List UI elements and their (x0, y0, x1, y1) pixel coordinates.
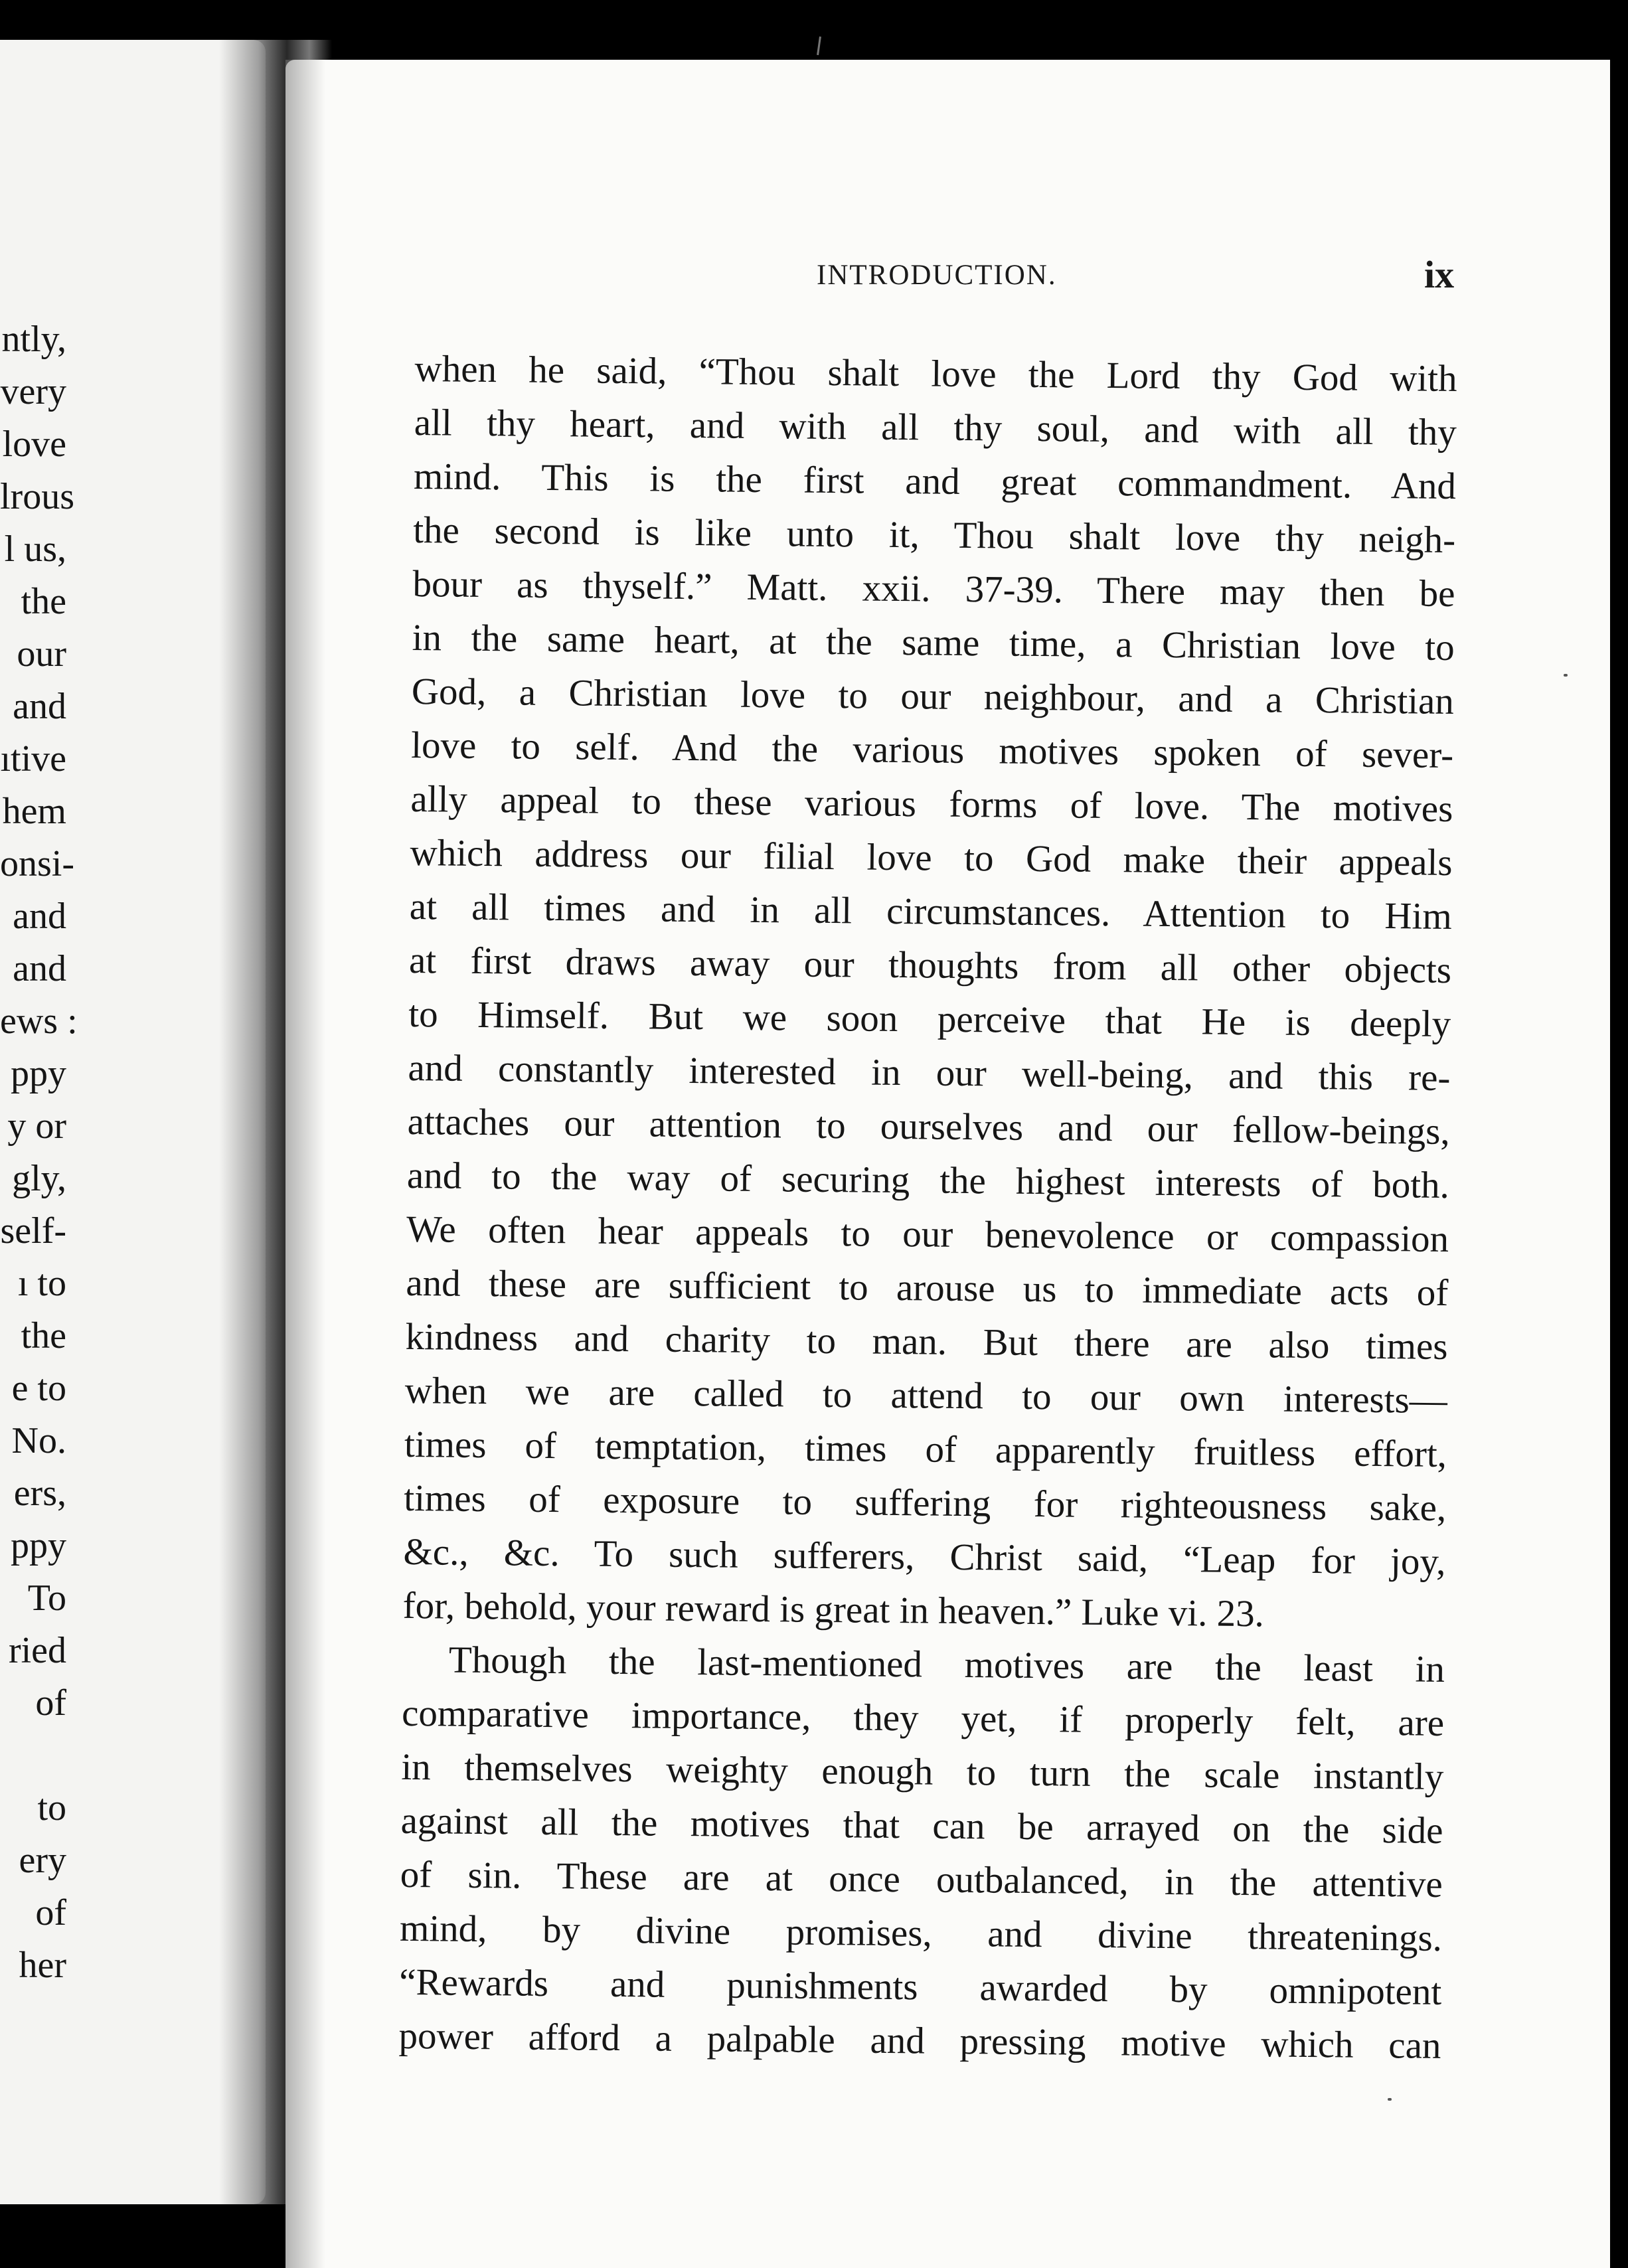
text-line: power afford a palpable and pressing motive which can (398, 2014, 1441, 2067)
previous-page-line: of (35, 1892, 66, 1933)
text-line: when he said, “Thou shalt love the Lord thy God with (414, 347, 1457, 400)
previous-page-line: gly, (12, 1158, 66, 1199)
previous-page-line: ppy (11, 1525, 66, 1566)
text-line: in the same heart, at the same time, a Christian love to (412, 616, 1455, 669)
previous-page-line (0, 1730, 66, 1782)
previous-page-line: the (21, 1315, 66, 1356)
previous-page-line: ews : (0, 1001, 78, 1042)
previous-page-line: and (13, 948, 66, 989)
previous-page-line: ried (8, 1630, 66, 1671)
text-line: which address our filial love to God make their appeals (410, 831, 1453, 884)
previous-page-line: her (19, 1945, 66, 1986)
text-line: bour as thyself.” Matt. xxii. 37-39. There may then be (412, 562, 1455, 615)
paper-speck (1388, 2098, 1392, 2101)
previous-page-line: ery (19, 1840, 66, 1881)
text-line: mind. This is the first and great commandment. And (413, 455, 1457, 508)
text-line: at all times and in all circumstances. Attention to Him (409, 885, 1453, 938)
previous-page-line: lrous (0, 476, 74, 517)
text-line: to Himself. But we soon perceive that He is deeply (408, 993, 1451, 1046)
previous-page-line: onsi- (0, 843, 74, 884)
main-page (285, 60, 1610, 2268)
previous-page-line: ı to (17, 1263, 66, 1304)
paper-speck (1564, 674, 1568, 677)
previous-page-line: ıtive (0, 738, 66, 779)
text-line: of sin. These are at once outbalanced, in the attentive (400, 1853, 1443, 1905)
text-line: in themselves weighty enough to turn the scale instantly (401, 1745, 1444, 1798)
previous-page-line: ntly, (1, 319, 66, 360)
text-line: We often hear appeals to our benevolence or compassion (406, 1208, 1449, 1261)
text-line: when we are called to attend to our own interests— (404, 1369, 1448, 1421)
body-text (398, 342, 1457, 2073)
text-line: kindness and charity to man. But there are also times (405, 1315, 1448, 1368)
text-line: times of temptation, times of apparently fruitless effort, (404, 1423, 1447, 1475)
text-line: against all the motives that can be arrayed on the side (400, 1799, 1443, 1852)
previous-page-line: ppy (11, 1053, 66, 1094)
text-line: “Rewards and punishments awarded by omnipotent (398, 1961, 1442, 2013)
previous-page-text (0, 313, 78, 1992)
previous-page-line: l us, (4, 528, 66, 570)
text-line: God, a Christian love to our neighbour, and a Christian (411, 670, 1455, 723)
text-line: and constantly interested in our well-being, and this re- (408, 1046, 1451, 1099)
previous-page-line: and (13, 686, 66, 727)
previous-page-line: e to (11, 1368, 66, 1409)
previous-page-line: our (17, 633, 66, 675)
text-line: and to the way of securing the highest interests of both. (406, 1154, 1450, 1207)
previous-page-line: the (21, 581, 66, 622)
previous-page-line: to (37, 1787, 66, 1828)
previous-page-line: self- (0, 1210, 66, 1252)
text-line: comparative importance, they yet, if properly felt, are (401, 1692, 1445, 1744)
previous-page-line: hem (2, 791, 66, 832)
text-line: attaches our attention to ourselves and our fellow-beings, (407, 1100, 1450, 1153)
text-line: all thy heart, and with all thy soul, and with all thy (414, 401, 1457, 454)
scan-mark (817, 37, 821, 55)
text-line: at first draws away our thoughts from all other objects (408, 939, 1452, 992)
previous-page-line: and (13, 896, 66, 937)
text-line: and these are sufficient to arouse us to immediate acts of (406, 1261, 1449, 1315)
previous-page-line: To (27, 1578, 66, 1619)
previous-page-line: of (35, 1682, 66, 1724)
text-line: ally appeal to these various forms of love. The motives (410, 777, 1453, 831)
running-head: INTRODUCTION. (817, 260, 1057, 291)
text-line: love to self. And the various motives spoken of sever- (410, 724, 1454, 777)
text-line: times of exposure to suffering for righteousness sake, (403, 1477, 1447, 1529)
text-line: &c., &c. To such sufferers, Christ said, “Leap for joy, (403, 1530, 1446, 1583)
text-line: for, behold, your reward is great in heaven.” Luke vi. 23. (402, 1584, 1265, 1635)
page-number: ix (1424, 253, 1455, 296)
previous-page-line: ers, (13, 1473, 66, 1514)
paragraph-first-line: Though the last-mentioned motives are the least in (448, 1639, 1445, 1690)
previous-page-line: No. (11, 1420, 66, 1461)
previous-page-line: love (2, 424, 66, 465)
page-edge-shadow (285, 60, 325, 2268)
previous-page-line: very (0, 371, 66, 412)
previous-page-line: y or (7, 1105, 66, 1147)
text-line: the second is like unto it, Thou shalt love thy neigh- (412, 509, 1456, 562)
text-line: mind, by divine promises, and divine threatenings. (399, 1907, 1443, 1959)
